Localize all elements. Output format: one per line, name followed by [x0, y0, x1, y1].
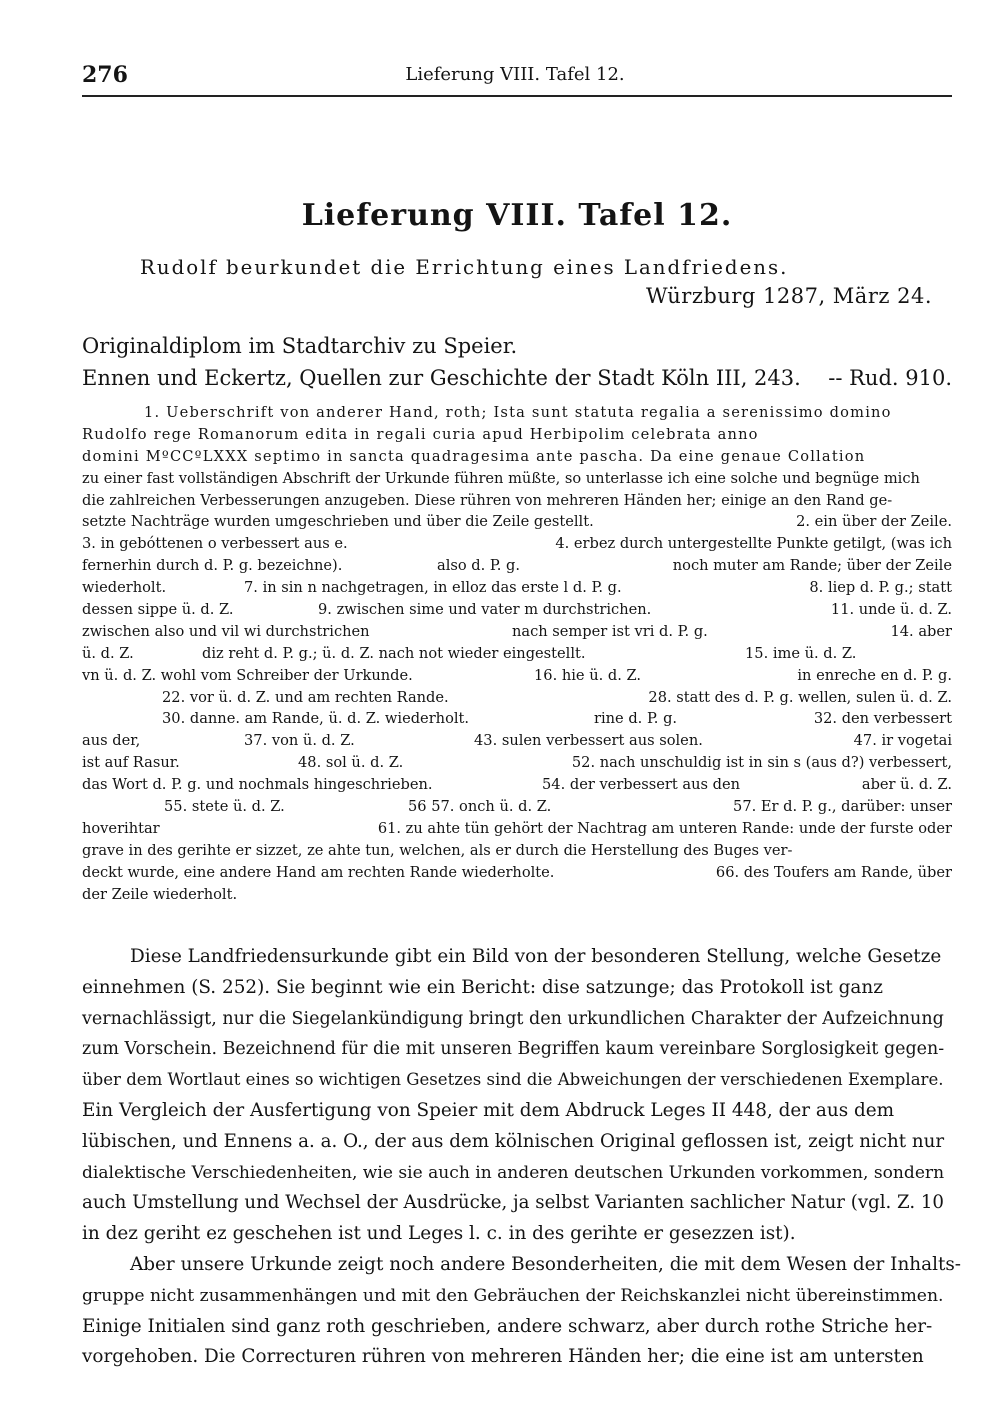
document-subtitle: Rudolf beurkundet die Errichtung eines Landfriedens. — [140, 256, 789, 279]
body-line — [82, 1004, 952, 1035]
body-line — [82, 1342, 952, 1373]
note-line — [82, 643, 952, 665]
note-segment: 15. ime ü. d. Z. — [745, 644, 857, 662]
body-line-text: lübischen, und Ennens a. a. O., der aus dem kölnischen Original geflossen ist, zeigt nicht nur — [82, 1130, 945, 1152]
note-segment: 28. statt des d. P. g. wellen, sulen ü. d. Z. — [648, 688, 952, 706]
note-segment: das Wort d. P. g. und nochmals hingeschrieben. — [82, 776, 433, 794]
body-line-text: Diese Landfriedensurkunde gibt ein Bild von der besonderen Stellung, welche Gesetze — [130, 946, 942, 967]
note-segment: ist auf Rasur. — [82, 754, 180, 772]
note-segment: domini MºCCºLXXX septimo in sancta quadragesima ante pascha. Da eine genaue Collation — [82, 447, 866, 465]
note-segment: aber ü. d. Z. — [861, 776, 952, 794]
note-segment: 4. erbez durch untergestellte Punkte getilgt, (was ich — [555, 535, 952, 553]
note-segment: 2. ein über der Zeile. — [796, 513, 952, 531]
note-line — [82, 752, 952, 774]
note-line — [82, 533, 952, 555]
note-line — [82, 621, 952, 643]
note-segment: 37. von ü. d. Z. — [244, 732, 355, 750]
note-segment: 7. in sin n nachgetragen, in elloz das erste l d. P. g. — [244, 579, 622, 597]
note-segment: hoverihtar — [82, 819, 160, 837]
body-line — [82, 1096, 952, 1127]
body-line-text: auch Umstellung und Wechsel der Ausdrücke, ja selbst Varianten sachlicher Natur (vgl. Z. 10 — [82, 1192, 944, 1214]
note-line — [82, 665, 952, 687]
note-segment: in enreche en d. P. g. — [797, 666, 952, 684]
body-line-text: vernachlässigt, nur die Siegelankündigung bringt den urkundlichen Charakter der Aufzeichnung — [82, 1008, 944, 1029]
body-line-text: vorgehoben. Die Correcturen rühren von mehreren Händen her; die eine ist am untersten — [82, 1346, 924, 1368]
source-edition-text: Ennen und Eckertz, Quellen zur Geschichte der Stadt Köln III, 243. — [82, 366, 801, 390]
body-line-text: Aber unsere Urkunde zeigt noch andere Besonderheiten, die mit dem Wesen der Inhalts- — [130, 1253, 962, 1275]
note-segment: 43. sulen verbessert aus solen. — [474, 732, 703, 750]
note-line — [82, 796, 952, 818]
note-segment: fernerhin durch d. P. g. bezeichne). — [82, 557, 343, 575]
body-line-text: gruppe nicht zusammenhängen und mit den Gebräuchen der Reichskanzlei nicht übereinstimmen. — [82, 1285, 944, 1306]
note-segment: 32. den verbessert — [813, 710, 952, 728]
note-segment: dessen sippe ü. d. Z. — [82, 601, 234, 619]
note-segment: diz reht d. P. g.; ü. d. Z. nach not wieder eingestellt. — [202, 644, 586, 662]
note-segment: 14. aber — [890, 622, 952, 640]
note-segment: 11. unde ü. d. Z. — [830, 601, 952, 619]
body-line — [82, 1127, 952, 1158]
note-line — [82, 402, 952, 424]
note-segment: setzte Nachträge wurden umgeschrieben und über die Zeile gestellt. — [82, 513, 594, 531]
note-segment: 61. zu ahte tün gehört der Nachtrag am unteren Rande: unde der furste oder — [377, 819, 952, 837]
note-line — [82, 490, 952, 512]
place-and-date: Würzburg 1287, März 24. — [646, 284, 932, 308]
note-segment: grave in des gerihte er sizzet, ze ahte tun, welchen, als er durch die Herstellung des Buges ver- — [82, 841, 793, 859]
note-line — [82, 774, 952, 796]
note-segment: rine d. P. g. — [594, 710, 678, 728]
note-segment: nach semper ist vri d. P. g. — [512, 622, 708, 640]
note-segment: der Zeile wiederholt. — [82, 885, 238, 903]
note-segment: 54. der verbessert aus den — [542, 776, 740, 794]
note-line — [82, 555, 952, 577]
note-segment: 30. danne. am Rande, ü. d. Z. wiederholt. — [162, 710, 470, 728]
note-segment: 8. liep d. P. g.; statt — [809, 579, 952, 597]
note-segment: aus der, — [82, 732, 141, 750]
body-line — [82, 1250, 962, 1281]
source-edition-ref: -- Rud. 910. — [828, 366, 952, 390]
note-line — [82, 708, 952, 730]
critical-apparatus — [82, 402, 952, 905]
note-line — [82, 818, 952, 840]
note-line — [82, 599, 952, 621]
body-line-text: Einige Initialen sind ganz roth geschrieben, andere schwarz, aber durch rothe Striche her- — [82, 1315, 933, 1337]
body-line-text: zum Vorschein. Bezeichnend für die mit unseren Begriffen kaum vereinbare Sorglosigkeit gegen- — [82, 1039, 945, 1060]
note-segment: 56 57. onch ü. d. Z. — [408, 798, 552, 816]
running-header: Lieferung VIII. Tafel 12. — [405, 64, 625, 85]
page-number: 276 — [82, 62, 128, 88]
note-line — [82, 862, 952, 884]
note-segment: zu einer fast vollständigen Abschrift der Urkunde führen müßte, so unterlasse ich eine solche und begnüge mich — [82, 469, 920, 487]
note-segment: 1. Ueberschrift von anderer Hand, roth; Ista sunt statuta regalia a serenissimo domino — [144, 404, 892, 421]
source-line-archive: Originaldiplom im Stadtarchiv zu Speier. — [82, 334, 518, 358]
body-line — [82, 973, 952, 1004]
source-line-edition — [82, 366, 952, 390]
body-line — [82, 1158, 952, 1189]
body-line-text: Ein Vergleich der Ausfertigung von Speier mit dem Abdruck Leges II 448, der aus dem — [82, 1099, 895, 1121]
note-segment: die zahlreichen Verbesserungen anzugeben. Diese rühren von mehreren Händen her; einige an den Rand ge- — [82, 491, 893, 509]
note-segment: deckt wurde, eine andere Hand am rechten Rande wiederholte. — [82, 863, 555, 881]
note-segment: 9. zwischen sime und vater m durchstrichen. — [318, 601, 652, 619]
note-segment: 55. stete ü. d. Z. — [164, 798, 285, 816]
note-line — [82, 446, 952, 468]
note-segment: 47. ir vogetai — [853, 732, 952, 750]
note-segment: 57. Er d. P. g., darüber: unser — [733, 798, 952, 816]
body-line-text: über dem Wortlaut eines so wichtigen Gesetzes sind die Abweichungen der verschiedenen Exemplare. — [82, 1070, 944, 1090]
note-segment: 66. des Toufers am Rande, über — [715, 863, 952, 881]
note-segment: also d. P. g. — [437, 557, 521, 575]
note-segment: 52. nach unschuldig ist in sin s (aus d?) verbessert, — [571, 754, 952, 772]
note-segment: vn ü. d. Z. wohl vom Schreiber der Urkunde. — [82, 666, 413, 684]
note-segment: zwischen also und vil wi durchstrichen — [82, 622, 370, 640]
body-line — [82, 1281, 952, 1312]
body-line-text: dialektische Verschiedenheiten, wie sie auch in anderen deutschen Urkunden vorkommen, sondern — [82, 1162, 945, 1183]
note-line — [82, 424, 952, 446]
body-line — [82, 1219, 952, 1250]
note-segment: wiederholt. — [82, 579, 167, 597]
note-segment: ü. d. Z. — [82, 644, 134, 662]
body-line — [82, 1065, 952, 1096]
note-segment: 16. hie ü. d. Z. — [534, 666, 642, 684]
body-line — [82, 1034, 952, 1065]
note-line — [82, 468, 952, 490]
note-line — [82, 730, 952, 752]
page-title: Lieferung VIII. Tafel 12. — [301, 198, 733, 233]
note-segment: Rudolfo rege Romanorum edita in regali curia apud Herbipolim celebrata anno — [82, 425, 759, 443]
note-segment: 3. in gebóttenen o verbessert aus e. — [82, 535, 348, 553]
note-segment: noch muter am Rande; über der Zeile — [672, 557, 952, 575]
note-segment: 22. vor ü. d. Z. und am rechten Rande. — [162, 688, 449, 706]
note-line — [82, 884, 952, 906]
body-text — [82, 942, 962, 1373]
note-line — [82, 840, 952, 862]
note-line — [82, 687, 952, 709]
body-line — [82, 1188, 952, 1219]
body-line-text: einnehmen (S. 252). Sie beginnt wie ein Bericht: dise satzunge; das Protokoll ist ganz — [82, 976, 883, 998]
body-line — [82, 1312, 952, 1343]
header-rule — [82, 95, 952, 97]
note-segment: 48. sol ü. d. Z. — [298, 754, 404, 772]
body-line-text: in dez geriht ez geschehen ist und Leges l. c. in des gerihte er gesezzen ist). — [82, 1223, 796, 1245]
body-line — [82, 942, 952, 973]
note-line — [82, 511, 952, 533]
note-line — [82, 577, 952, 599]
